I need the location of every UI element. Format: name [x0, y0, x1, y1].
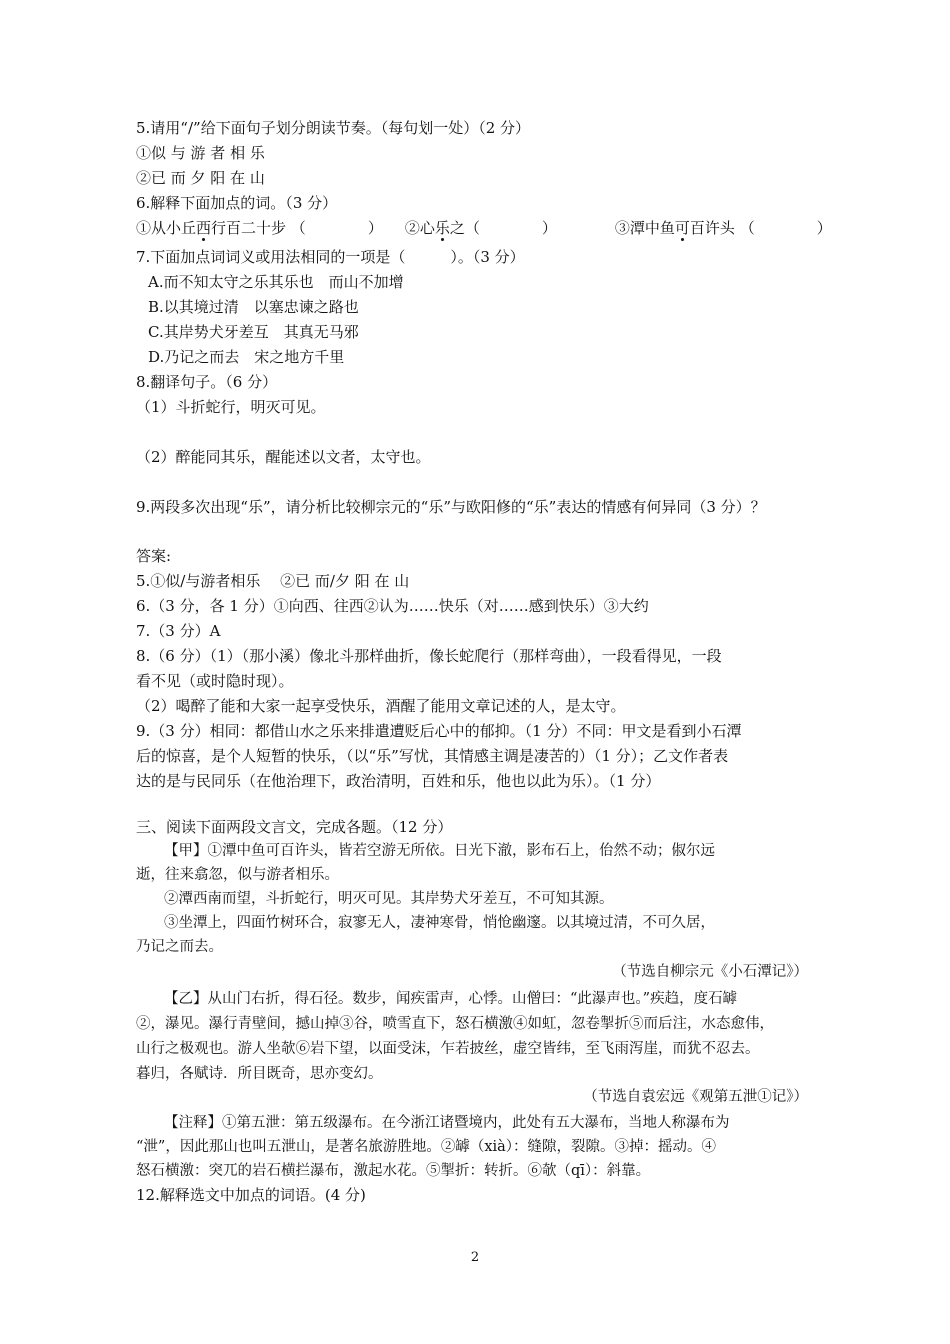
passage-jia-line-2: 逝，往来翕忽，似与游者相乐。 — [136, 867, 339, 883]
answers-label: 答案: — [136, 547, 172, 565]
q6-item-3: ③潭中鱼可百许头 （ ） — [614, 219, 832, 237]
q5-title: 5.请用“/”给下面句子划分朗读节奏。（每句划一处）（2 分） — [136, 119, 531, 137]
section-3-title: 三、阅读下面两段文言文，完成各题。（12 分） — [136, 818, 453, 836]
passage-jia-line-1: 【甲】①潭中鱼可百许头，皆若空游无所依。日光下澈，影布石上，佁然不动；俶尔远 — [164, 843, 715, 859]
answer-9-line-3: 达的是与民同乐（在他治理下，政治清明，百姓和乐，他也以此为乐）。（1 分） — [136, 772, 661, 790]
passage-jia-source: （节选自柳宗元《小石潭记》） — [612, 964, 808, 980]
q7-title: 7.下面加点词词义或用法相同的一项是（ ）。（3 分） — [136, 248, 525, 266]
answer-8-line-1: 8.（6 分）（1）（那小溪）像北斗那样曲折，像长蛇爬行（那样弯曲），一段看得见，一段 — [136, 647, 722, 665]
passage-yi-line-3: 山行之极观也。游人坐欹⑥岩下望，以面受沫，乍若披丝，虚空皆纬，至飞雨泻崖，而犹不忍去。 — [136, 1041, 760, 1057]
passage-yi-line-2: ②，瀑见。瀑行青壁间，撼山掉③谷，喷雪直下，怒石横激④如虹，忽卷掣折⑤而后注，水态愈伟， — [136, 1016, 774, 1032]
answer-6: 6.（3 分，各 1 分）①向西、往西②认为……快乐（对……感到快乐）③大约 — [136, 597, 649, 615]
answer-9-line-1: 9.（3 分）相同：都借山水之乐来排遣遭贬后心中的郁抑。（1 分）不同：甲文是看到小石潭 — [136, 722, 742, 740]
q7-option-d: D.乃记之而去 宋之地方千里 — [148, 348, 345, 366]
q7-option-b: B.以其境过清 以塞忠谏之路也 — [148, 298, 359, 316]
answer-8-line-2: 看不见（或时隐时现）。 — [136, 672, 294, 690]
page-number: 2 — [470, 1250, 480, 1265]
passage-yi-source: （节选自袁宏远《观第五泄①记》） — [583, 1089, 808, 1105]
notes-line-2: “泄”，因此那山也叫五泄山，是著名旅游胜地。②罅（xià）：缝隙，裂隙。③掉：摇动。④ — [136, 1139, 717, 1155]
passage-jia-line-5: 乃记之而去。 — [136, 939, 223, 955]
passage-jia-line-4: ③坐潭上，四面竹树环合，寂寥无人，凄神寒骨，悄怆幽邃。以其境过清，不可久居， — [164, 915, 715, 931]
answer-8-line-3: （2）喝醉了能和大家一起享受快乐，酒醒了能用文章记述的人，是太守。 — [136, 697, 626, 715]
q9-title: 9.两段多次出现“乐”，请分析比较柳宗元的“乐”与欧阳修的“乐”表达的情感有何异同（3 分）？ — [136, 498, 766, 516]
q6-items — [136, 218, 832, 238]
q6-item-2: ②心乐之（ ） — [404, 219, 557, 237]
passage-yi-line-1: 【乙】从山门右折，得石径。数步，闻疾雷声，心悸。山僧曰：“此瀑声也。”疾趋，度石罅 — [164, 991, 738, 1007]
q8-sentence-2: （2）醉能同其乐，醒能述以文者，太守也。 — [136, 448, 431, 466]
passage-yi-line-4: 暮归，各赋诗．所目既奇，思亦变幻。 — [136, 1066, 383, 1082]
q5-sentence-1: ①似 与 游 者 相 乐 — [136, 144, 265, 162]
passage-jia-line-3: ②潭西南而望，斗折蛇行，明灭可见。其岸势犬牙差互，不可知其源。 — [164, 891, 614, 907]
notes-line-1: 【注释】①第五泄：第五级瀑布。在今浙江诸暨境内，此处有五大瀑布，当地人称瀑布为 — [164, 1115, 730, 1131]
q6-item-1: ①从小丘西行百二十步 （ ） — [136, 219, 383, 237]
q5-sentence-2: ②已 而 夕 阳 在 山 — [136, 169, 265, 187]
answer-5: 5.①似/与游者相乐 ②已 而/夕 阳 在 山 — [136, 572, 410, 590]
q8-sentence-1: （1）斗折蛇行，明灭可见。 — [136, 398, 326, 416]
q7-option-c: C.其岸势犬牙差互 其真无马邪 — [148, 323, 359, 341]
answer-7: 7.（3 分）A — [136, 622, 221, 640]
q6-title: 6.解释下面加点的词。（3 分） — [136, 194, 338, 212]
q7-option-a: A.而不知太守之乐其乐也 而山不加增 — [148, 273, 404, 291]
notes-line-3: 怒石横激：突兀的岩石横拦瀑布，激起水花。⑤掣折：转折。⑥欹（qī）：斜靠。 — [136, 1163, 651, 1179]
answer-9-line-2: 后的惊喜，是个人短暂的快乐，（以“乐”写忧，其情感主调是凄苦的）（1 分）；乙文作者表 — [136, 747, 729, 765]
q8-title: 8.翻译句子。（6 分） — [136, 373, 278, 391]
q12-title: 12.解释选文中加点的词语。(4 分) — [136, 1186, 366, 1204]
